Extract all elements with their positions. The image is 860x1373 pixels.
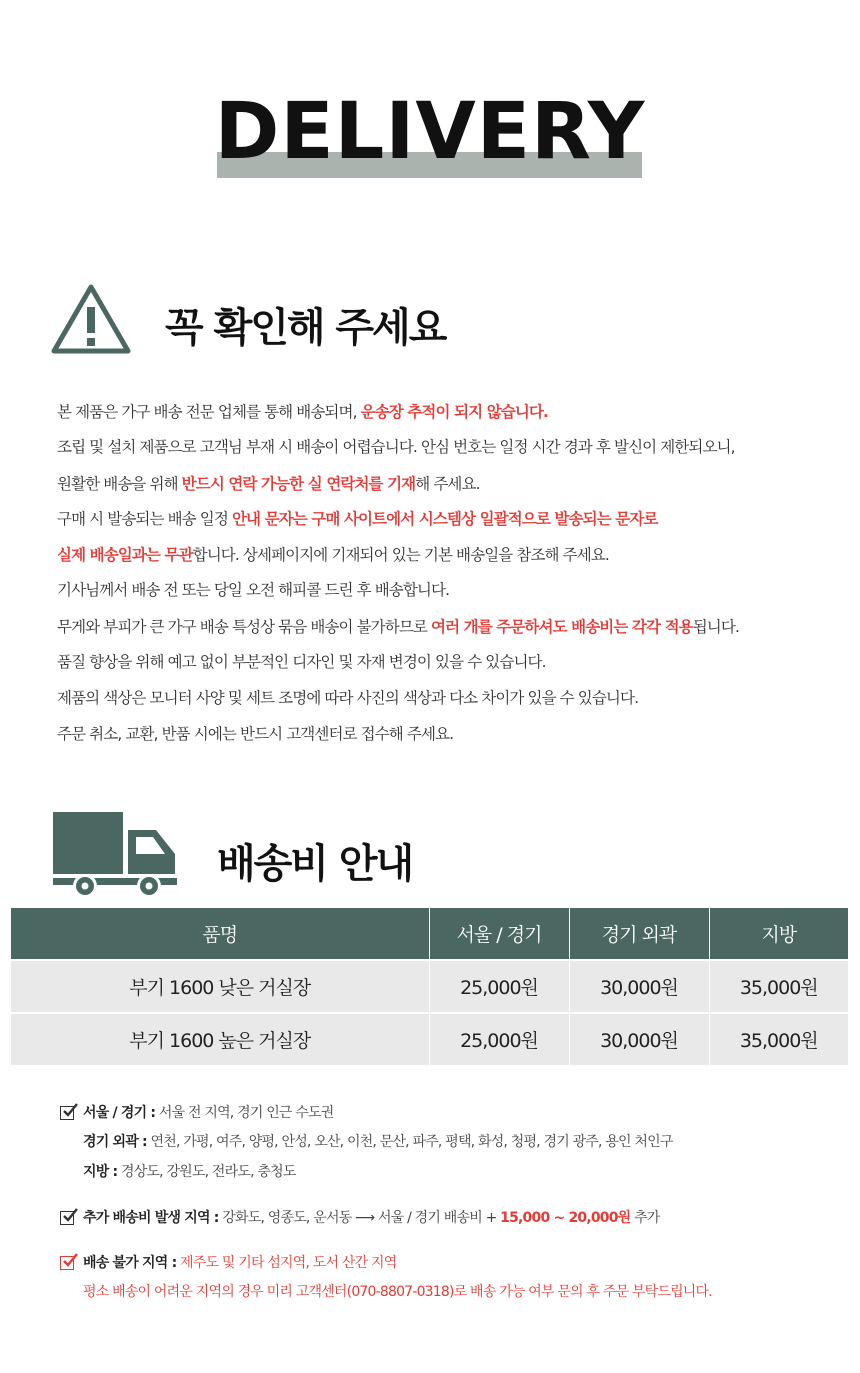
extra-fee-amount: 15,000 ~ 20,000원: [500, 1210, 631, 1226]
region-outer-text: 연천, 가평, 여주, 양평, 안성, 오산, 이천, 문산, 파주, 평택, 화성, 청평, 경기 광주, 용인 처인구: [146, 1134, 673, 1150]
notice-highlight: 반드시 연락 가능한 실 연락처를 기재: [181, 475, 416, 493]
warning-triangle-icon: [50, 283, 132, 355]
region-local: [83, 1163, 296, 1181]
notice-highlight: 운송장 추적이 되지 않습니다.: [360, 403, 548, 421]
region-seoul-label: 서울 / 경기 :: [83, 1105, 156, 1121]
header-product: 품명: [11, 908, 429, 960]
title-block: [0, 85, 860, 185]
region-local-text: 경상도, 강원도, 전라도, 충청도: [117, 1164, 296, 1180]
region-extra-text2: 서울 / 경기 배송비 +: [374, 1210, 501, 1226]
cell-local: 35,000원: [709, 960, 848, 1013]
notice-highlight: 실제 배송일과는 무관: [57, 546, 193, 564]
notice-text: 원활한 배송을 위해: [57, 475, 182, 493]
notice-text: 합니다. 상세페이지에 기재되어 있는 기본 배송일을 참조해 주세요.: [192, 546, 609, 564]
notice-text: 구매 시 발송되는 배송 일정: [57, 510, 232, 528]
cell-outer: 30,000원: [569, 960, 709, 1013]
notice-line: [57, 474, 480, 494]
table-header-row: [11, 908, 848, 960]
notice-text: 해 주세요.: [415, 475, 480, 493]
notice-text: 주문 취소, 교환, 반품 시에는 반드시 고객센터로 접수해 주세요.: [57, 725, 454, 743]
notice-line: [57, 617, 739, 637]
region-outer: [83, 1133, 673, 1151]
page-title: DELIVERY: [214, 87, 646, 177]
region-outer-label: 경기 외곽 :: [83, 1134, 147, 1150]
notice-line: [57, 545, 609, 565]
cell-outer: 30,000원: [569, 1013, 709, 1065]
region-extra-fee: [83, 1209, 660, 1227]
notice-text: 조립 및 설치 제품으로 고객님 부재 시 배송이 어렵습니다. 안심 번호는 일정 시간 경과 후 발신이 제한되오니,: [57, 438, 735, 456]
notice-line: [57, 580, 449, 600]
notice-text: 제품의 색상은 모니터 사양 및 세트 조명에 따라 사진의 색상과 다소 차이가 있을 수 있습니다.: [57, 689, 639, 707]
region-no-delivery-note: 평소 배송이 어려운 지역의 경우 미리 고객센터(070-8807-0318)로 배송 가능 여부 문의 후 주문 부탁드립니다.: [83, 1284, 712, 1300]
region-seoul: [83, 1104, 333, 1122]
cell-product: 부기 1600 낮은 거실장: [11, 960, 429, 1013]
region-extra-text: 강화도, 영종도, 운서동: [218, 1210, 356, 1226]
header-local: 지방: [709, 908, 848, 960]
notice-line: [57, 437, 735, 457]
header-seoul: 서울 / 경기: [429, 908, 569, 960]
cell-product: 부기 1600 높은 거실장: [11, 1013, 429, 1065]
checkbox-icon: [60, 1106, 74, 1120]
notice-line: [57, 509, 657, 529]
table-row: [11, 1013, 848, 1065]
shipping-fee-table: [11, 908, 848, 1065]
notice-text: 됩니다.: [692, 618, 739, 636]
region-no-delivery-text: 제주도 및 기타 섬지역, 도서 산간 지역: [176, 1255, 397, 1271]
notice-text: 기사님께서 배송 전 또는 당일 오전 해피콜 드린 후 배송합니다.: [57, 581, 450, 599]
checkbox-icon: [60, 1211, 74, 1225]
table-row: [11, 960, 848, 1013]
section-heading-check: 꼭 확인해 주세요: [165, 305, 446, 351]
cell-seoul: 25,000원: [429, 1013, 569, 1065]
notice-highlight: 안내 문자는 구매 사이트에서 시스템상 일괄적으로 발송되는 문자로: [231, 510, 658, 528]
region-seoul-text: 서울 전 지역, 경기 인근 수도권: [155, 1105, 334, 1121]
notice-line: [57, 688, 638, 708]
notice-highlight: 여러 개를 주문하셔도 배송비는 각각 적용: [431, 618, 693, 636]
notice-text: 무게와 부피가 큰 가구 배송 특성상 묶음 배송이 불가하므로: [57, 618, 431, 636]
notice-line: [57, 402, 548, 422]
region-no-delivery-label: 배송 불가 지역 :: [83, 1255, 177, 1271]
delivery-truck-icon: [53, 812, 179, 898]
region-extra-label: 추가 배송비 발생 지역 :: [83, 1210, 219, 1226]
checkbox-icon: [60, 1256, 74, 1270]
region-no-delivery: [83, 1254, 396, 1272]
cell-local: 35,000원: [709, 1013, 848, 1065]
notice-text: 본 제품은 가구 배송 전문 업체를 통해 배송되며,: [57, 403, 361, 421]
arrow-right-icon: ⟶: [355, 1210, 375, 1226]
section-heading-fee: 배송비 안내: [217, 841, 413, 887]
notice-line: [57, 652, 546, 672]
header-outer: 경기 외곽: [569, 908, 709, 960]
region-local-label: 지방 :: [83, 1164, 118, 1180]
notice-text: 품질 향상을 위해 예고 없이 부분적인 디자인 및 자재 변경이 있을 수 있습니다.: [57, 653, 546, 671]
region-extra-text3: 추가: [630, 1210, 660, 1226]
notice-line: [57, 724, 453, 744]
cell-seoul: 25,000원: [429, 960, 569, 1013]
